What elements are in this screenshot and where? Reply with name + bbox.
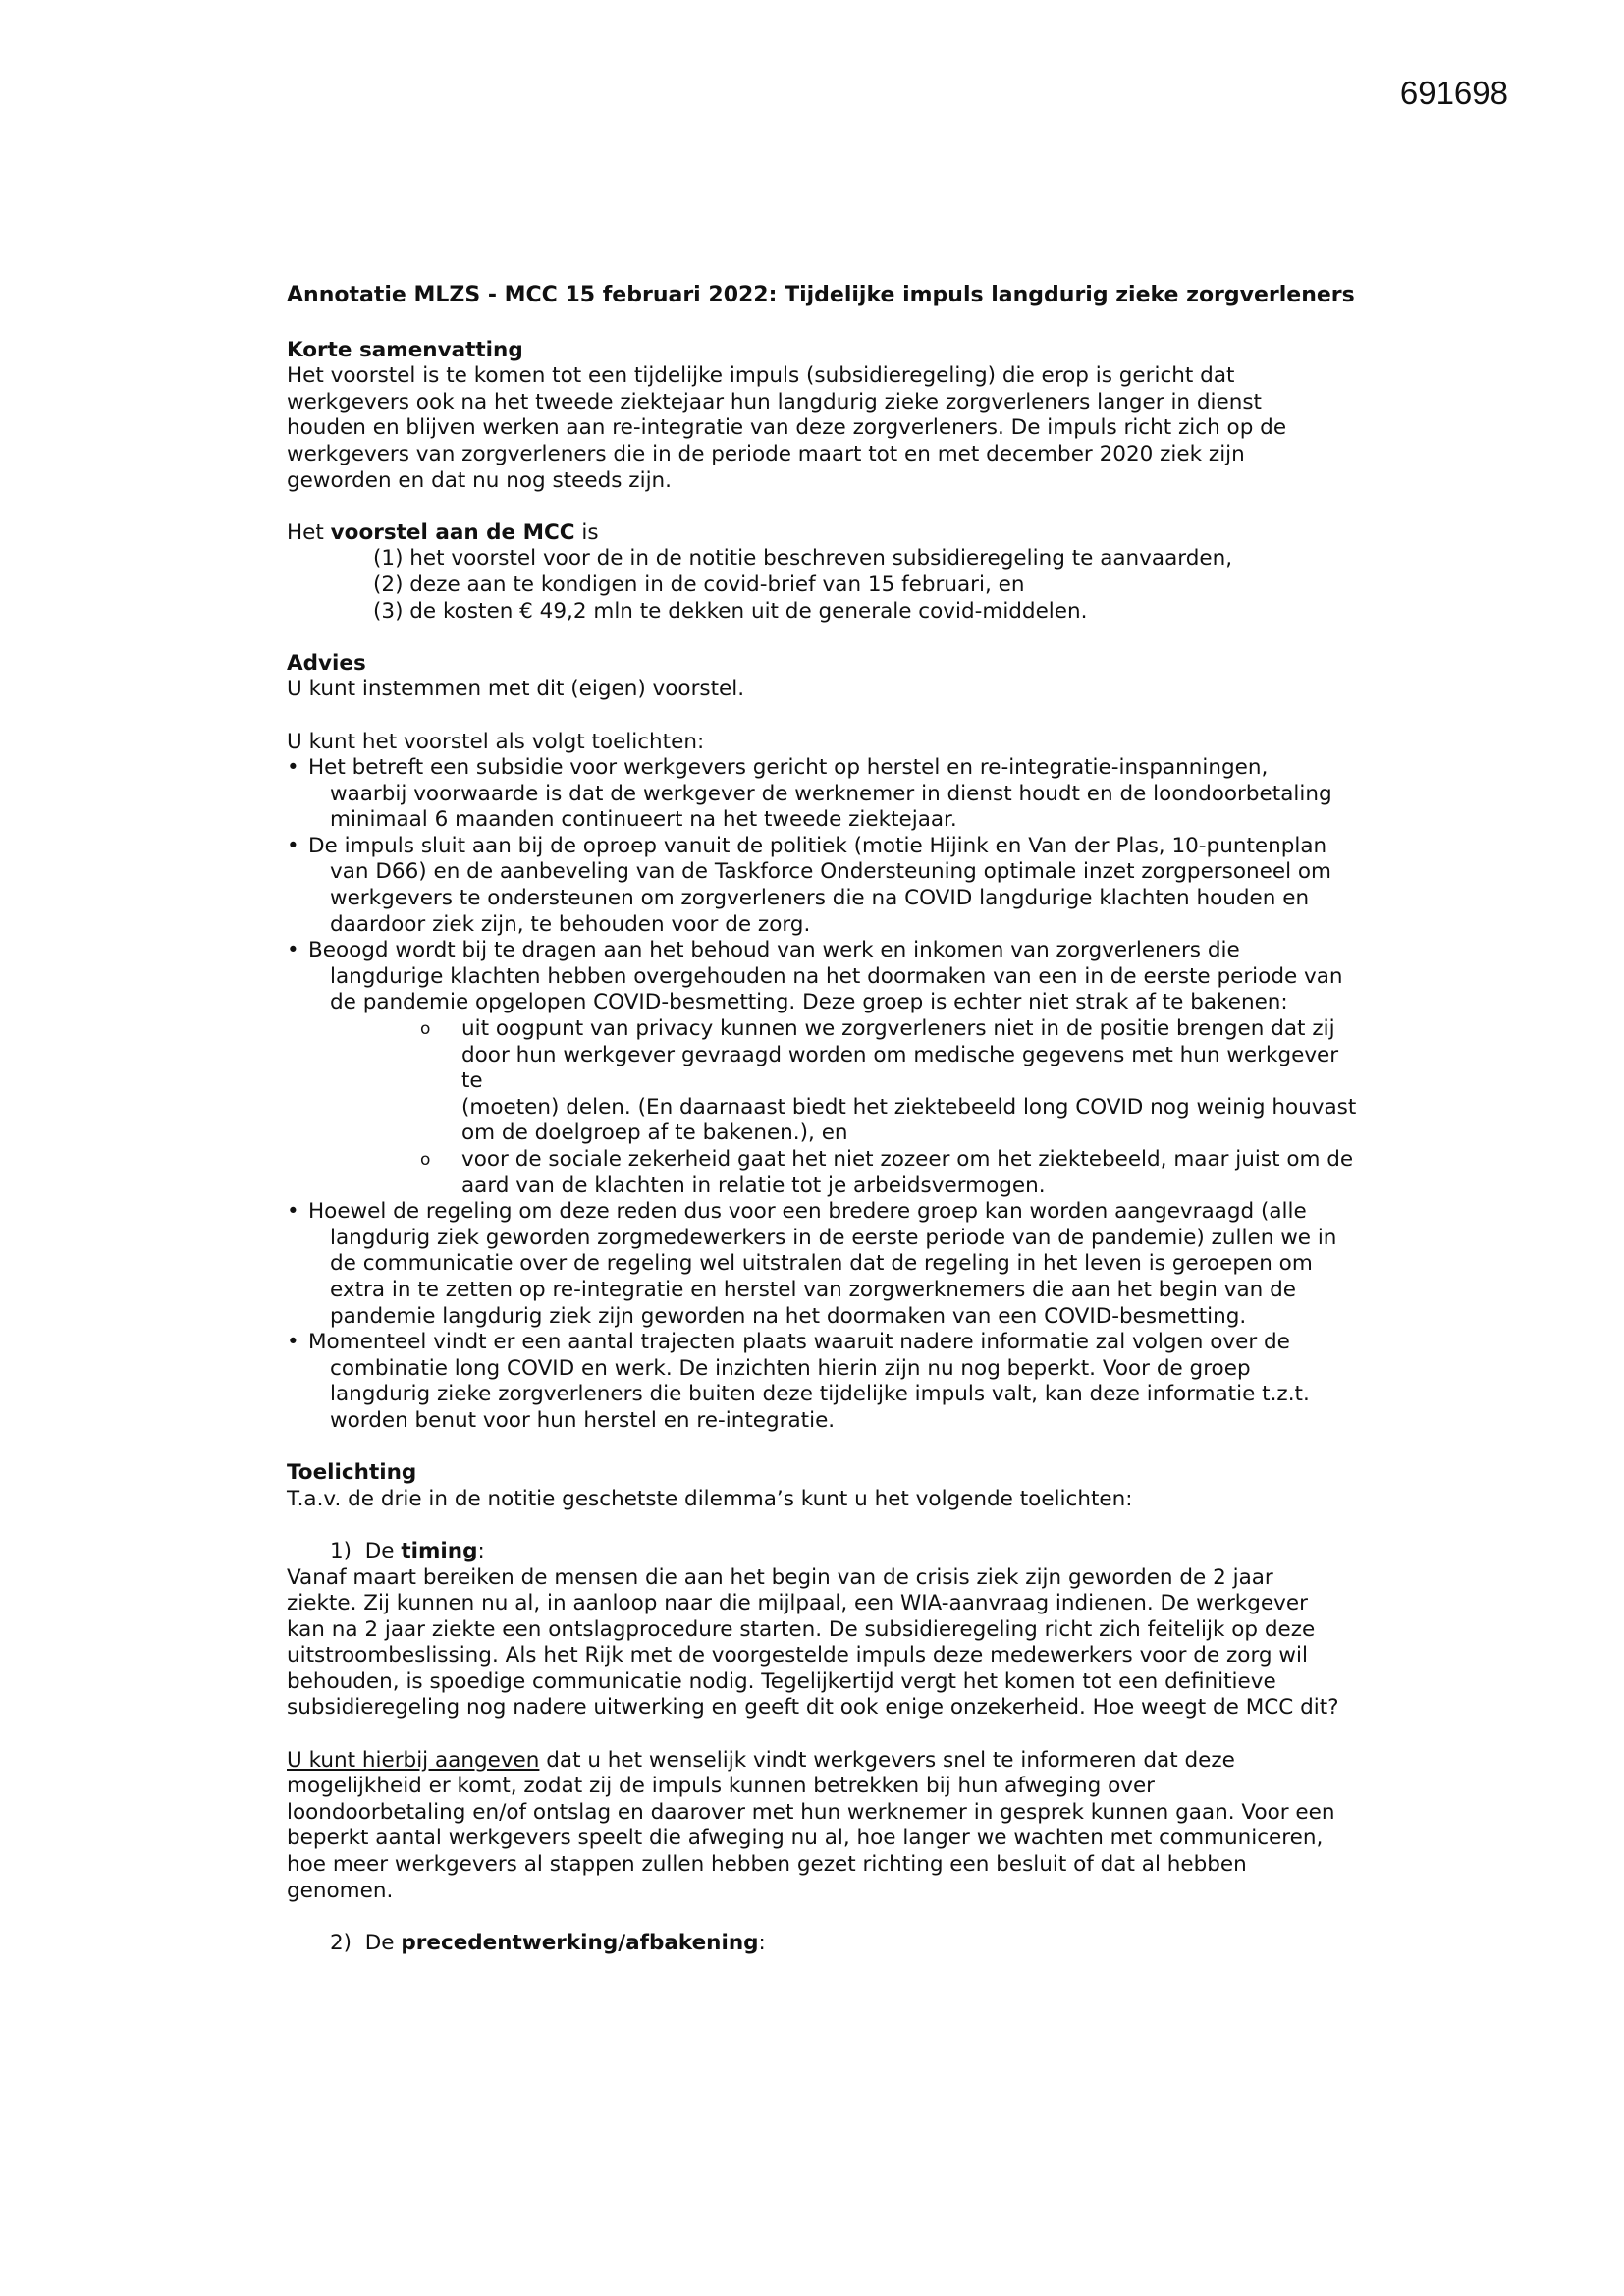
- document-id: 691698: [1399, 75, 1508, 111]
- item-number: 1): [330, 1538, 352, 1563]
- text-line: Het betreft een subsidie voor werkgevers gericht op herstel en re-integratie-inspanningen,: [308, 755, 1269, 781]
- text-fragment: dat u het wenselijk vindt werkgevers snel te informeren dat deze: [539, 1747, 1235, 1773]
- text-line: beperkt aantal werkgevers speelt die afweging nu al, hoe langer we wachten met communiceren,: [287, 1826, 1324, 1851]
- list-item: [287, 1330, 1357, 1434]
- timing-paragraph: [287, 1565, 1357, 1722]
- item-prefix: De: [364, 1930, 402, 1955]
- samenvatting-paragraph: [287, 363, 1357, 494]
- text-line: kan na 2 jaar ziekte een ontslagprocedure starten. De subsidieregeling richt zich feitelijk op deze: [287, 1616, 1316, 1642]
- sub-list-item: [330, 1016, 1357, 1147]
- text-line: om de doelgroep af te bakenen.), en: [461, 1121, 848, 1146]
- advies-bullets: [287, 755, 1357, 1434]
- list-item: [287, 938, 1357, 1199]
- list-item: (1) het voorstel voor de in de notitie beschreven subsidieregeling te aanvaarden,: [373, 546, 1233, 572]
- text-line: genomen.: [287, 1878, 394, 1903]
- text-line: daardoor ziek zijn, te behouden voor de zorg.: [330, 911, 811, 937]
- toelichting-item-precedent: [287, 1931, 1357, 1957]
- text-line: pandemie langdurig ziek zijn geworden na het doormaken van een COVID-besmetting.: [330, 1303, 1247, 1329]
- heading-advies: Advies: [287, 650, 366, 676]
- text-line: Het voorstel is te komen tot een tijdelijke impuls (subsidieregeling) die erop is gericht dat: [287, 363, 1235, 389]
- document-title: Annotatie MLZS - MCC 15 februari 2022: Tijdelijke impuls langdurig zieke zorgverleners: [287, 283, 1355, 307]
- text-line: langdurige klachten hebben overgehouden na het doormaken van een in de eerste periode van: [330, 963, 1343, 989]
- text-line: Vanaf maart bereiken de mensen die aan het begin van de crisis ziek zijn geworden de 2 jaar: [287, 1564, 1273, 1590]
- text-line: loondoorbetaling en/of ontslag en daarover met hun werknemer in gesprek kunnen gaan. Voor een: [287, 1799, 1335, 1825]
- toelichting-item-timing: [287, 1539, 1357, 1565]
- text-line: werkgevers ook na het tweede ziektejaar hun langdurig zieke zorgverleners langer in dienst: [287, 389, 1262, 414]
- text-line: hoe meer werkgevers al stappen zullen hebben gezet richting een besluit of dat al hebben: [287, 1852, 1247, 1878]
- list-item: [287, 755, 1357, 834]
- text-line: werkgevers te ondersteunen om zorgverleners die na COVID langdurige klachten houden en: [330, 886, 1310, 911]
- text-line: Beoogd wordt bij te dragen aan het behoud van werk en inkomen van zorgverleners die: [308, 938, 1240, 963]
- voorstel-prefix: Het: [287, 519, 331, 545]
- item-prefix: De: [364, 1538, 402, 1563]
- voorstel-list: [287, 546, 1357, 625]
- list-item: [287, 1199, 1357, 1330]
- item-number: 2): [330, 1930, 352, 1955]
- voorstel-bold: voorstel aan de MCC: [330, 519, 575, 545]
- text-line: aard van de klachten in relatie tot je arbeidsvermogen.: [461, 1173, 1046, 1198]
- sub-list: [330, 1016, 1357, 1199]
- text-line: de pandemie opgelopen COVID-besmetting. Deze groep is echter niet strak af te bakenen:: [330, 990, 1288, 1015]
- text-line: [287, 1748, 1357, 1775]
- text-line: minimaal 6 maanden continueert na het tweede ziektejaar.: [330, 807, 957, 833]
- text-line: De impuls sluit aan bij de oproep vanuit de politiek (motie Hijink en Van der Plas, 10-puntenplan: [308, 833, 1327, 858]
- item-bold: precedentwerking/afbakening: [401, 1930, 759, 1955]
- text-line: behouden, is spoedige communicatie nodig. Tegelijkertijd vergt het komen tot een definitieve: [287, 1668, 1276, 1694]
- text-line: voor de sociale zekerheid gaat het niet zozeer om het ziektebeeld, maar juist om de: [461, 1147, 1354, 1172]
- text-line: uitstroombeslissing. Als het Rijk met de voorgestelde impuls deze medewerkers voor de zorg wil: [287, 1643, 1308, 1668]
- item-suffix: :: [758, 1930, 766, 1955]
- text-line: Momenteel vindt er een aantal trajecten plaats waaruit nadere informatie zal volgen over de: [308, 1330, 1290, 1355]
- text-line: worden benut voor hun herstel en re-integratie.: [330, 1407, 836, 1433]
- heading-toelichting: Toelichting: [287, 1460, 417, 1486]
- text-line: extra in te zetten op re-integratie en herstel van zorgwerknemers die aan het begin van de: [330, 1277, 1296, 1302]
- item-suffix: :: [477, 1538, 485, 1563]
- toelichting-intro: T.a.v. de drie in de notitie geschetste dilemma’s kunt u het volgende toelichten:: [287, 1486, 1133, 1511]
- list-item: [287, 834, 1357, 938]
- text-line: ziekte. Zij kunnen nu al, in aanloop naar die mijlpaal, een WIA-aanvraag indienen. De werkgever: [287, 1591, 1308, 1616]
- aangeven-paragraph: [287, 1748, 1357, 1905]
- list-item: (3) de kosten € 49,2 mln te dekken uit de generale covid-middelen.: [373, 598, 1088, 624]
- text-line: door hun werkgever gevraagd worden om medische gegevens met hun werkgever te: [461, 1042, 1339, 1094]
- voorstel-intro: [287, 520, 1357, 547]
- sub-list-item: [330, 1147, 1357, 1199]
- text-line: langdurig zieke zorgverleners die buiten deze tijdelijke impuls valt, kan deze informatie t.z.t.: [330, 1382, 1310, 1407]
- text-line: subsidieregeling nog nadere uitwerking en geeft dit ook enige onzekerheid. Hoe weegt de MCC dit?: [287, 1695, 1339, 1721]
- text-line: uit oogpunt van privacy kunnen we zorgverleners niet in de positie brengen dat zij: [461, 1016, 1335, 1042]
- advies-line: U kunt instemmen met dit (eigen) voorstel.: [287, 677, 745, 702]
- list-item: (2) deze aan te kondigen in de covid-brief van 15 februari, en: [373, 572, 1025, 597]
- text-line: (moeten) delen. (En daarnaast biedt het ziektebeeld long COVID nog weinig houvast: [461, 1094, 1357, 1120]
- advies-intro: U kunt het voorstel als volgt toelichten:: [287, 729, 705, 754]
- text-line: mogelijkheid er komt, zodat zij de impuls kunnen betrekken bij hun afweging over: [287, 1774, 1156, 1799]
- underlined-text: U kunt hierbij aangeven: [287, 1747, 540, 1773]
- heading-samenvatting: Korte samenvatting: [287, 337, 523, 362]
- text-line: geworden en dat nu nog steeds zijn.: [287, 467, 672, 493]
- text-line: houden en blijven werken aan re-integratie van deze zorgverleners. De impuls richt zich op de: [287, 415, 1287, 441]
- voorstel-suffix: is: [574, 519, 599, 545]
- text-line: combinatie long COVID en werk. De inzichten hierin zijn nu nog beperkt. Voor de groep: [330, 1355, 1251, 1381]
- item-bold: timing: [401, 1538, 478, 1563]
- text-line: werkgevers van zorgverleners die in de periode maart tot en met december 2020 ziek zijn: [287, 441, 1245, 466]
- text-line: Hoewel de regeling om deze reden dus voor een bredere groep kan worden aangevraagd (alle: [308, 1199, 1307, 1225]
- text-line: de communicatie over de regeling wel uitstralen dat de regeling in het leven is geroepen om: [330, 1251, 1313, 1277]
- text-line: van D66) en de aanbeveling van de Taskforce Ondersteuning optimale inzet zorgpersoneel om: [330, 859, 1331, 885]
- text-line: langdurig ziek geworden zorgmedewerkers in de eerste periode van de pandemie) zullen we in: [330, 1225, 1337, 1250]
- text-line: waarbij voorwaarde is dat de werkgever de werknemer in dienst houdt en de loondoorbetaling: [330, 781, 1332, 806]
- document-body: [287, 283, 1357, 1956]
